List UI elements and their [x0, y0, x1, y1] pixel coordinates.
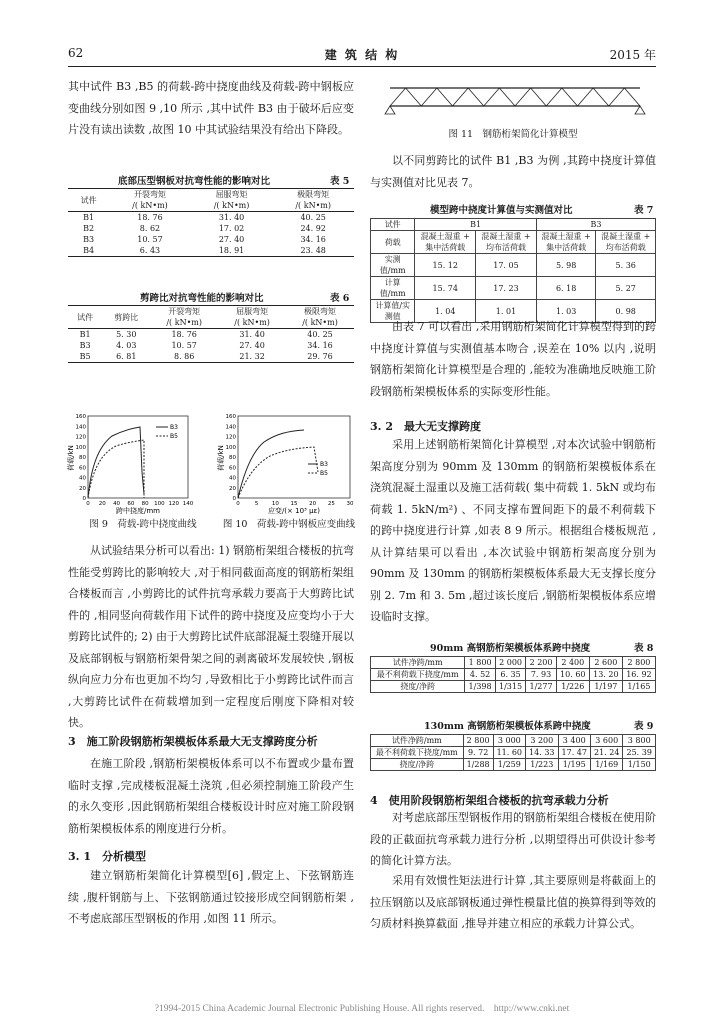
truss-diagonal — [499, 88, 515, 106]
table-cell: 5. 30 — [116, 330, 137, 339]
table-row — [68, 340, 354, 351]
table-cell: 1/150 — [623, 759, 656, 771]
table-cell: 计算值/mm — [371, 277, 415, 300]
fig9-y-tick-label: 140 — [75, 424, 86, 431]
table-row — [68, 329, 354, 341]
section-3-2-heading: 3. 2 最大无支撑跨度 — [370, 420, 481, 433]
table-row — [68, 223, 354, 234]
page-number: 62 — [68, 46, 84, 60]
table-cell: 18. 76 — [137, 213, 163, 222]
table-cell: 18. 91 — [191, 245, 273, 257]
table6-head-specimen: 试件 — [68, 306, 102, 329]
table-cell: 17. 02 — [218, 224, 245, 233]
table-cell: 40. 25 — [300, 213, 326, 222]
truss-diagonal — [515, 88, 531, 106]
right-paragraph-1: 以不同剪跨比的试件 B1 ,B3 为例 ,其跨中挠度计算值与实测值对比见表 7。 — [370, 154, 656, 189]
table-cell: 3 400 — [558, 735, 590, 747]
table6-unit: /( kN•m) — [150, 317, 218, 329]
table-cell: 3 000 — [493, 735, 525, 747]
table-cell: 挠度/净跨 — [371, 681, 465, 693]
truss-web-members — [390, 88, 640, 106]
table-cell: 8. 62 — [139, 224, 161, 233]
table7-head-specimen: 试件 — [371, 219, 415, 231]
figure-10-chart — [218, 412, 358, 514]
fig9-x-tick-label: 40 — [113, 501, 121, 507]
journal-title: 建 筑 结 构 — [324, 48, 400, 62]
table6-head-span-ratio: 剪跨比 — [102, 306, 150, 329]
table5-head-yield: 屈服弯矩 — [191, 189, 273, 201]
table-cell: 17. 23 — [476, 277, 537, 300]
support-left — [385, 106, 395, 114]
left-paragraph-3: 在施工阶段 ,钢筋桁架模板体系可以不布置或少量布置临时支撑 ,完成楼板混凝土浇筑 ,但必须控制施工阶段产生的永久变形 ,因此钢筋桁架组合楼板设计时应对施工阶段钢筋桁架模板体系的刚度进行分析。 — [68, 757, 354, 835]
truss-diagonal — [484, 88, 500, 106]
table-row — [371, 747, 656, 759]
table5 — [68, 188, 354, 257]
section-4-heading: 4 使用阶段钢筋桁架组合楼板的抗弯承载力分析 — [370, 794, 609, 807]
left-paragraph-1: 其中试件 B3 ,B5 的荷载-跨中挠度曲线及荷载-跨中钢板应变曲线分别如图 9 ,10 所示 ,其中试件 B3 由于破坏后应变片没有读出读数 ,故图 10 中其试验结果没有给出下降段。 — [68, 80, 354, 136]
table-cell: 7. 93 — [526, 669, 556, 681]
journal-year: 2015 年 — [609, 48, 656, 62]
table-cell: 6. 81 — [102, 351, 150, 363]
table-cell: 3 600 — [590, 735, 622, 747]
table-cell: 1/197 — [589, 681, 622, 693]
fig9-y-tick-label: 100 — [75, 444, 86, 451]
table-row — [371, 669, 656, 681]
support-right — [635, 106, 645, 114]
table-row — [371, 254, 656, 277]
table7-head-load: 荷载 — [371, 231, 415, 254]
table-cell: 1/169 — [590, 759, 622, 771]
table9-label: 表 9 — [634, 721, 654, 732]
truss-diagonal — [421, 88, 437, 106]
table-cell: 11. 60 — [493, 747, 525, 759]
table6-head-yield: 屈服弯矩 — [218, 306, 286, 318]
table7-load-type: 混凝土湿重 + 均布活荷载 — [596, 231, 656, 254]
table-cell: 试件净跨/mm — [371, 735, 464, 747]
table-row — [371, 735, 656, 747]
table5-unit: /( kN•m) — [109, 200, 191, 212]
fig9-series-b5 — [88, 440, 144, 498]
table-cell: 1. 01 — [476, 300, 537, 323]
table-cell: 5. 27 — [596, 277, 656, 300]
fig10-x-tick-label: 5 — [254, 501, 259, 507]
fig10-y-tick-label: 140 — [225, 424, 236, 431]
table7-load-type: 混凝土湿重 + 集中活荷载 — [415, 231, 476, 254]
fig9-x-tick-label: 120 — [168, 501, 179, 507]
table-cell: 1/398 — [465, 681, 495, 693]
fig10-series-b3 — [238, 430, 304, 498]
fig9-y-tick-label: 80 — [79, 455, 86, 461]
table7-head-b3: B3 — [536, 219, 655, 231]
fig9-y-tick-label: 20 — [79, 485, 86, 492]
fig10-y-tick-label: 60 — [229, 465, 236, 472]
copyright-footer: ?1994-2015 China Academic Journal Electronic Publishing House. All rights reserved. http://www.cnki.net — [154, 1004, 570, 1014]
truss-diagonal — [390, 88, 406, 106]
table-cell: 16. 92 — [622, 669, 655, 681]
table-row — [68, 234, 354, 245]
table-cell: B3 — [83, 235, 95, 244]
truss-diagonal — [593, 88, 609, 106]
fig10-y-tick-label: 120 — [225, 434, 236, 441]
fig9-ylabel: 荷载/kN — [67, 445, 75, 471]
table-cell: 2 800 — [463, 735, 493, 747]
table-row — [68, 351, 354, 363]
table-cell: 10. 57 — [171, 341, 197, 350]
table7-title: 模型跨中挠度计算值与实测值对比 — [430, 205, 573, 216]
fig9-y-tick-label: 40 — [79, 475, 86, 482]
table-cell: B1 — [79, 330, 91, 339]
table-cell: 15. 74 — [415, 277, 476, 300]
table-cell: 21. 32 — [218, 351, 286, 363]
table-cell: 4. 03 — [116, 341, 137, 350]
fig9-x-tick-label: 0 — [86, 501, 90, 507]
table-cell: 最不利荷载下挠度/mm — [371, 747, 464, 759]
table-cell: 2 800 — [622, 657, 655, 669]
table-cell: B1 — [83, 213, 95, 222]
table-cell: 1/226 — [556, 681, 589, 693]
table5-label: 表 5 — [330, 176, 350, 187]
table6-unit: /( kN•m) — [286, 317, 354, 329]
table-cell: 34. 16 — [300, 235, 326, 244]
fig10-caption: 图 10 荷载-跨中钢板应变曲线 — [222, 519, 356, 530]
table-cell: 27. 40 — [218, 235, 245, 244]
table-cell: 27. 40 — [239, 341, 265, 350]
table9-title: 130mm 高钢筋桁架模板体系跨中挠度 — [424, 721, 591, 732]
table-cell: 1. 03 — [536, 300, 596, 323]
table7-load-type: 混凝土湿重 + 集中活荷载 — [536, 231, 596, 254]
table-cell: 24. 92 — [300, 224, 326, 233]
fig10-y-tick-label: 100 — [225, 444, 236, 451]
fig9-x-tick-label: 100 — [154, 501, 165, 507]
table-cell: 40. 25 — [307, 330, 333, 339]
fig10-legend-b5: B5 — [320, 470, 328, 477]
fig10-y-tick-label: 40 — [229, 475, 236, 482]
header-rule — [68, 66, 656, 67]
table-row — [68, 245, 354, 257]
table-cell: 3 200 — [526, 735, 558, 747]
table-cell: 1/195 — [558, 759, 590, 771]
table-cell: B2 — [83, 224, 95, 233]
truss-diagonal — [578, 88, 594, 106]
table9 — [370, 734, 656, 771]
table-cell: 17. 05 — [476, 254, 537, 277]
table8-label: 表 8 — [634, 643, 654, 654]
table6-head-ultimate: 极限弯矩 — [286, 306, 354, 318]
table-cell: 18. 76 — [171, 330, 197, 339]
fig10-series-b5 — [238, 447, 318, 498]
table5-unit: /( kN•m) — [191, 200, 273, 212]
table-cell: 1/259 — [493, 759, 525, 771]
fig10-x-tick-label: 15 — [290, 501, 298, 507]
table-cell: 13. 20 — [589, 669, 622, 681]
table-cell: 31. 40 — [239, 330, 265, 339]
fig10-x-tick-label: 10 — [271, 501, 279, 507]
table-row — [68, 212, 354, 224]
fig9-x-tick-label: 60 — [127, 501, 135, 507]
table-cell: 1/288 — [463, 759, 493, 771]
table-cell: 1/165 — [622, 681, 655, 693]
section-3-heading: 3 施工阶段钢筋桁架模板体系最大无支撑跨度分析 — [68, 735, 318, 748]
table-cell: 6. 43 — [109, 245, 191, 257]
fig9-x-tick-label: 20 — [98, 501, 106, 507]
table7 — [370, 218, 656, 323]
table-cell: 2 600 — [589, 657, 622, 669]
table-cell: 试件净跨/mm — [371, 657, 465, 669]
table-cell: 1. 04 — [415, 300, 476, 323]
table-cell: 31. 40 — [218, 213, 245, 222]
fig10-frame — [238, 416, 350, 498]
table-cell: 10. 57 — [137, 235, 163, 244]
fig9-xlabel: 跨中挠度/mm — [116, 507, 160, 515]
section-3-1-heading: 3. 1 分析模型 — [68, 850, 146, 863]
table-cell: 最不利荷载下挠度/mm — [371, 669, 465, 681]
truss-diagonal — [624, 88, 640, 106]
table-cell: 15. 12 — [415, 254, 476, 277]
table-cell: 挠度/净跨 — [371, 759, 464, 771]
table-cell: 1/315 — [495, 681, 525, 693]
fig10-y-tick-label: 160 — [225, 414, 236, 420]
right-paragraph-2: 由表 7 可以看出 ,采用钢筋桁架简化计算模型得到的跨中挠度计算值与实测值基本吻合 ,误差在 10% 以内 ,说明钢筋桁架简化计算模型是合理的 ,能较为准确地反映施工阶段钢筋桁架模板体系的实际变形性能。 — [370, 320, 656, 398]
truss-diagonal — [406, 88, 422, 106]
truss-diagonal — [468, 88, 484, 106]
fig9-y-tick-label: 0 — [82, 496, 86, 502]
truss-diagonal — [562, 88, 578, 106]
right-paragraph-3: 采用上述钢筋桁架简化计算模型 ,对本次试验中钢筋桁架高度分别为 90mm 及 130mm 的钢筋桁架模板体系在浇筑混凝土湿重以及施工活荷载( 集中荷载 1. 5kN 或均布荷载 1. 5kN/m²) 、不同支撑布置间距下的最不利荷载下的跨中挠度进行计算 ,如表 8 9 所示。根据组合楼板规范 ,从计算结果可以看出 ,本次试验中钢筋桁架高度分别为 90mm 及 130mm 的钢筋桁架模板体系最大无支撑长度分别 2. 7m 和 3. 5m ,超过该长度后 ,钢筋桁架模板体系应增设临时支撑。 — [370, 438, 656, 623]
table-cell: 2 000 — [495, 657, 525, 669]
table-cell: 1 800 — [465, 657, 495, 669]
table-cell: 25. 39 — [623, 747, 656, 759]
figure-9-chart — [68, 412, 208, 514]
table-cell: 29. 76 — [286, 351, 354, 363]
table-row — [371, 759, 656, 771]
table-cell: 5. 36 — [596, 254, 656, 277]
figure-11-truss-diagram — [370, 82, 656, 118]
fig9-caption: 图 9 荷载-跨中挠度曲线 — [89, 519, 197, 530]
table-cell: 8. 86 — [150, 351, 218, 363]
table7-load-type: 混凝土湿重 + 均布活荷载 — [476, 231, 537, 254]
table5-head-specimen: 试件 — [68, 189, 109, 212]
fig9-y-tick-label: 120 — [75, 434, 86, 441]
fig10-xlabel: 应变/(× 10³ με) — [267, 507, 321, 515]
fig10-x-tick-label: 0 — [236, 501, 240, 507]
table6-label: 表 6 — [330, 293, 350, 304]
table-row — [371, 277, 656, 300]
table5-title: 底部压型钢板对抗弯性能的影响对比 — [118, 176, 271, 187]
truss-diagonal — [609, 88, 625, 106]
table6-title: 剪跨比对抗弯性能的影响对比 — [140, 293, 264, 304]
fig10-y-tick-label: 80 — [229, 455, 236, 461]
table-cell: 9. 72 — [463, 747, 493, 759]
truss-diagonal — [531, 88, 547, 106]
fig9-x-tick-label: 140 — [182, 501, 194, 507]
table-cell: 17. 47 — [558, 747, 590, 759]
fig10-legend-b3: B3 — [320, 461, 328, 468]
table-cell: 3 800 — [623, 735, 656, 747]
fig10-y-tick-label: 20 — [229, 485, 236, 492]
table-cell: 实测值/mm — [371, 254, 415, 277]
table-cell: 6. 18 — [536, 277, 596, 300]
table-cell: 10. 60 — [556, 669, 589, 681]
table-cell: B4 — [68, 245, 109, 257]
fig9-x-tick-label: 80 — [141, 501, 149, 507]
table-cell: 1/277 — [526, 681, 556, 693]
table-cell: B5 — [68, 351, 102, 363]
table-cell: 1/223 — [526, 759, 558, 771]
table-row — [371, 657, 656, 669]
fig10-x-tick-label: 20 — [309, 501, 317, 507]
truss-diagonal — [546, 88, 562, 106]
fig10-x-tick-label: 25 — [327, 501, 335, 507]
table-cell: 0. 98 — [596, 300, 656, 323]
table-cell: 23. 48 — [272, 245, 354, 257]
fig11-caption: 图 11 钢筋桁架简化计算模型 — [448, 129, 578, 140]
table-cell: 2 200 — [526, 657, 556, 669]
table8-title: 90mm 高钢筋桁架模板体系跨中挠度 — [430, 643, 591, 654]
table6-head-crack: 开裂弯矩 — [150, 306, 218, 318]
fig9-legend-b3: B3 — [170, 424, 178, 431]
table5-unit: /( kN•m) — [272, 200, 354, 212]
fig9-legend-b5: B5 — [170, 433, 178, 440]
table6-unit: /( kN•m) — [218, 317, 286, 329]
table-cell: 14. 33 — [526, 747, 558, 759]
table-cell: 34. 16 — [307, 341, 333, 350]
table-cell: 21. 24 — [590, 747, 622, 759]
fig9-y-tick-label: 60 — [79, 465, 86, 472]
fig10-y-tick-label: 0 — [232, 496, 236, 502]
table-cell: 4. 52 — [465, 669, 495, 681]
table5-head-crack: 开裂弯矩 — [109, 189, 191, 201]
table8 — [370, 656, 656, 693]
left-paragraph-4: 建立钢筋桁架简化计算模型[6] ,假定上、下弦钢筋连续 ,腹杆钢筋与上、下弦钢筋通过铰接形成空间钢筋桁架 ,不考虑底部压型钢板的作用 ,如图 11 所示。 — [68, 869, 354, 925]
truss-diagonal — [437, 88, 453, 106]
fig9-series-b3 — [88, 427, 144, 498]
table-row — [371, 681, 656, 693]
table-cell: B3 — [79, 341, 91, 350]
table-cell: 2 400 — [556, 657, 589, 669]
table5-head-ultimate: 极限弯矩 — [272, 189, 354, 201]
table7-head-b1: B1 — [415, 219, 536, 231]
fig10-x-tick-label: 30 — [346, 501, 354, 507]
fig9-y-tick-label: 160 — [75, 414, 86, 420]
left-paragraph-2: 从试验结果分析可以看出: 1) 钢筋桁架组合楼板的抗弯性能受剪跨比的影响较大 ,对于相同截面高度的钢筋桁架组合楼板而言 ,小剪跨比的试件抗弯承载力要高于大剪跨比试件的 ,相同竖向荷载作用下试件的跨中挠度及应变均小于大剪跨比试件的; 2) 由于大剪跨比试件底部混凝土裂缝开展以及底部钢板与钢筋桁架骨架之间的剥离破坏发展较快 ,钢板纵向应力分布也更加不均匀 ,导致相比于小剪跨比试件而言 ,大剪跨比试件在荷载增加到一定程度后刚度下降相对较快。 — [68, 544, 354, 729]
right-paragraph-4: 对考虑底部压型钢板作用的钢筋桁架组合楼板在使用阶段的正截面抗弯承载力进行分析 ,以期望得出可供设计参考的简化计算方法。 — [370, 811, 656, 867]
table7-label: 表 7 — [634, 205, 654, 216]
table6 — [68, 305, 354, 363]
truss-diagonal — [453, 88, 469, 106]
right-paragraph-5: 采用有效惯性矩法进行计算 ,其主要原则是将截面上的拉压钢筋以及底部钢板通过弹性模量比值的换算得到等效的匀质材料换算截面 ,推导并建立相应的承载力计算公式。 — [370, 874, 656, 930]
table-cell: 5. 98 — [536, 254, 596, 277]
table-cell: 6. 35 — [495, 669, 525, 681]
table-cell: 计算值/实测值 — [371, 300, 415, 323]
fig10-ylabel: 荷载/kN — [217, 445, 225, 471]
